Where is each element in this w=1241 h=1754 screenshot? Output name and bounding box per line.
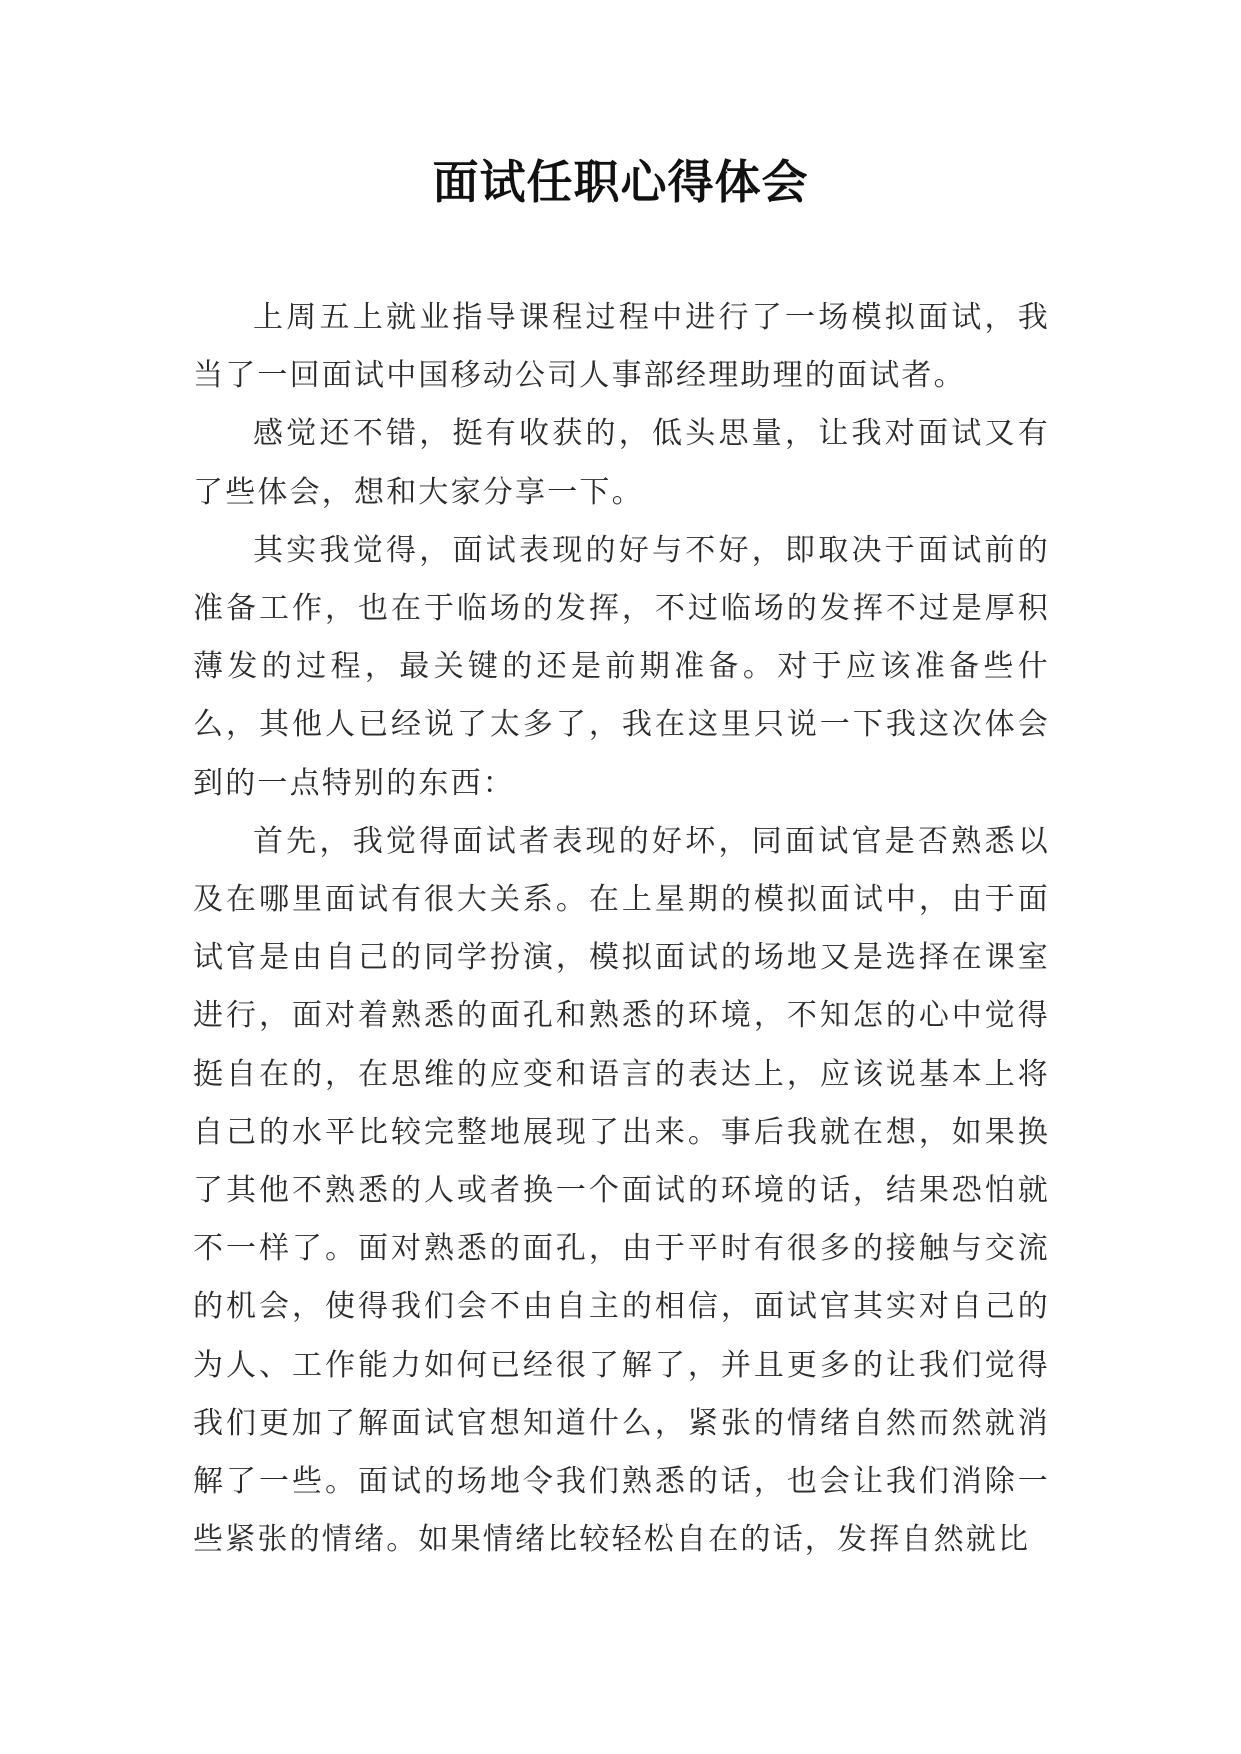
paragraph: 首先，我觉得面试者表现的好坏，同面试官是否熟悉以及在哪里面试有很大关系。在上星期的模拟面试中，由于面试官是由自己的同学扮演，模拟面试的场地又是选择在课室进行，面对着熟悉的面孔和熟悉的环境，不知怎的心中觉得挺自在的，在思维的应变和语言的表达上，应该说基本上将自己的水平比较完整地展现了出来。事后我就在想，如果换了其他不熟悉的人或者换一个面试的环境的话，结果恐怕就不一样了。面对熟悉的面孔，由于平时有很多的接触与交流的机会，使得我们会不由自主的相信，面试官其实对自己的为人、工作能力如何已经很了解了，并且更多的让我们觉得我们更加了解面试官想知道什么，紧张的情绪自然而然就消解了一些。面试的场地令我们熟悉的话，也会让我们消除一些紧张的情绪。如果情绪比较轻松自在的话，发挥自然就比 bbox=[193, 823, 1050, 1558]
paragraph: 感觉还不错，挺有收获的，低头思量，让我对面试又有了些体会，想和大家分享一下。 bbox=[193, 416, 1050, 510]
paragraph: 其实我觉得，面试表现的好与不好，即取决于面试前的准备工作，也在于临场的发挥，不过临场的发挥不过是厚积薄发的过程，最关键的还是前期准备。对于应该准备些什么，其他人已经说了太多了，我在这里只说一下我这次体会到的一点特别的东西： bbox=[193, 532, 1050, 801]
document-title: 面试任职心得体会 bbox=[432, 155, 809, 209]
paragraph: 上周五上就业指导课程过程中进行了一场模拟面试，我当了一回面试中国移动公司人事部经理助理的面试者。 bbox=[193, 300, 1050, 394]
document-body bbox=[193, 289, 1050, 1569]
